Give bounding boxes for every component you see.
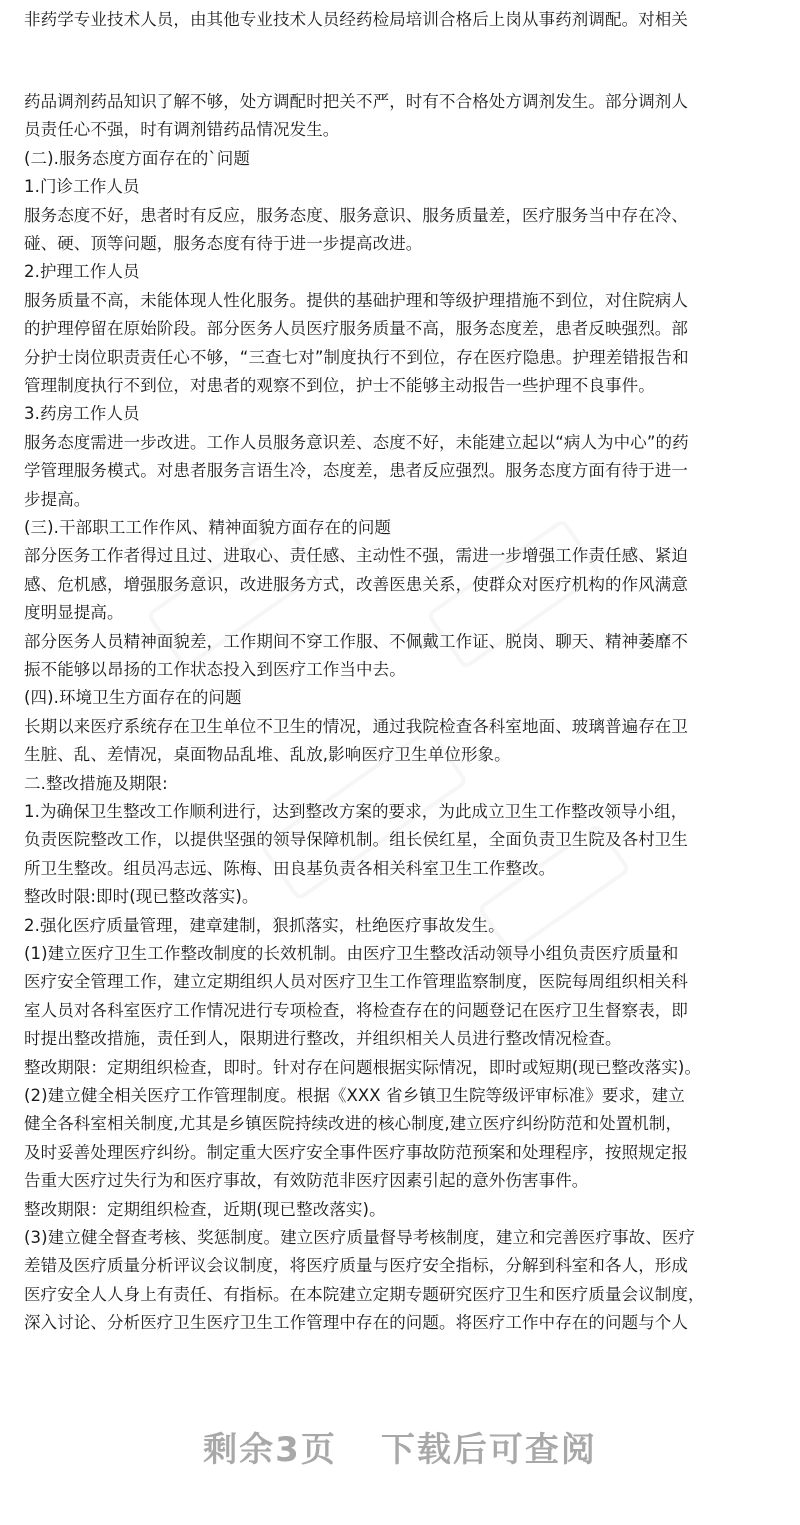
text-line-32: (1)建立医疗卫生工作整改制度的长效机制。由医疗卫生整改活动领导小组负责医疗质量和 bbox=[24, 944, 679, 963]
download-prompt-label: 下载后可查阅 bbox=[380, 1430, 597, 1470]
section-heading-service-attitude: (二).服务态度方面存在的`问题 bbox=[24, 149, 250, 168]
text-line-42: (3)建立健全督查考核、奖惩制度。建立医疗质量督导考核制度，建立和完善医疗事故、医疗 bbox=[24, 1228, 696, 1247]
text-line-2: 药品调剂药品知识了解不够，处方调配时把关不严，时有不合格处方调剂发生。部分调剂人 bbox=[24, 92, 688, 111]
text-line-9: 服务质量不高，未能体现人性化服务。提供的基础护理和等级护理措施不到位，对住院病人 bbox=[24, 291, 688, 310]
text-line-16: 步提高。 bbox=[24, 490, 91, 509]
download-to-read-banner[interactable] bbox=[0, 1418, 800, 1482]
text-line-45: 深入讨论、分析医疗卫生医疗卫生工作管理中存在的问题。将医疗工作中存在的问题与个人 bbox=[24, 1313, 688, 1332]
text-line-14: 服务态度需进一步改进。工作人员服务意识差、态度不好，未能建立起以“病人为中心”的药 bbox=[24, 433, 689, 452]
text-line-28: 负责医院整改工作，以提供坚强的领导保障机制。组长侯红星，全面负责卫生院及各村卫生 bbox=[24, 830, 688, 849]
text-line-31: 2.强化医疗质量管理，建章建制，狠抓落实，杜绝医疗事故发生。 bbox=[24, 916, 505, 935]
text-line-41: 整改期限：定期组织检查，近期(现已整改落实)。 bbox=[24, 1200, 386, 1219]
text-line-19: 感、危机感，增强服务意识，改进服务方式，改善医患关系，使群众对医疗机构的作风满意 bbox=[24, 575, 688, 594]
subheading-pharmacy-staff: 3.药房工作人员 bbox=[24, 404, 140, 423]
text-line-36: 整改期限：定期组织检查，即时。针对存在问题根据实际情况，即时或短期(现已整改落实)。 bbox=[24, 1058, 702, 1077]
text-line-11: 分护士岗位职责责任心不够，“三查七对”制度执行不到位，存在医疗隐患。护理差错报告和 bbox=[24, 348, 689, 367]
text-line-34: 室人员对各科室医疗工作情况进行专项检查，将检查存在的问题登记在医疗卫生督察表，即 bbox=[24, 1001, 688, 1020]
section-heading-work-style: (三).干部职工工作作风、精神面貌方面存在的问题 bbox=[24, 518, 392, 537]
text-line-44: 医疗安全人人身上有责任、有指标。在本院建立定期专题研究医疗卫生和医疗质量会议制度， bbox=[24, 1285, 705, 1304]
text-line-27: 1.为确保卫生整改工作顺利进行，达到整改方案的要求，为此成立卫生工作整改领导小组， bbox=[24, 802, 688, 821]
text-line-7: 碰、硬、顶等问题，服务态度有待于进一步提高改进。 bbox=[24, 234, 423, 253]
text-line-3: 员责任心不强，时有调剂错药品情况发生。 bbox=[24, 120, 340, 139]
remaining-pages-label: 剩余3页 bbox=[203, 1430, 337, 1470]
text-line-6: 服务态度不好，患者时有反应，服务态度、服务意识、服务质量差，医疗服务当中存在冷、 bbox=[24, 206, 688, 225]
text-line-20: 度明显提高。 bbox=[24, 603, 124, 622]
text-line-33: 医疗安全管理工作，建立定期组织人员对医疗卫生工作管理监察制度，医院每周组织相关科 bbox=[24, 972, 688, 991]
text-line-29: 所卫生整改。组员冯志远、陈梅、田良基负责各相关科室卫生工作整改。 bbox=[24, 859, 556, 878]
text-line-38: 健全各科室相关制度,尤其是乡镇医院持续改进的核心制度,建立医疗纠纷防范和处置机制， bbox=[24, 1114, 683, 1133]
section-heading-rectification: 二.整改措施及期限: bbox=[24, 774, 168, 793]
text-line-15: 学管理服务模式。对患者服务言语生冷，态度差，患者反应强烈。服务态度方面有待于进一 bbox=[24, 461, 688, 480]
text-line-40: 告重大医疗过失行为和医疗事故，有效防范非医疗因素引起的意外伤害事件。 bbox=[24, 1171, 589, 1190]
text-line-35: 时提出整改措施，责任到人，限期进行整改，并组织相关人员进行整改情况检查。 bbox=[24, 1029, 622, 1048]
text-line-1: 非药学专业技术人员，由其他专业技术人员经药检局培训合格后上岗从事药剂调配。对相关 bbox=[24, 10, 688, 29]
text-line-12: 管理制度执行不到位，对患者的观察不到位，护士不能够主动报告一些护理不良事件。 bbox=[24, 376, 655, 395]
text-line-18: 部分医务工作者得过且过、进取心、责任感、主动性不强，需进一步增强工作责任感、紧迫 bbox=[24, 546, 688, 565]
text-line-21: 部分医务人员精神面貌差，工作期间不穿工作服、不佩戴工作证、脱岗、聊天、精神萎靡不 bbox=[24, 632, 688, 651]
text-line-10: 的护理停留在原始阶段。部分医务人员医疗服务质量不高，服务态度差，患者反映强烈。部 bbox=[24, 319, 688, 338]
subheading-outpatient-staff: 1.门诊工作人员 bbox=[24, 177, 140, 196]
text-line-22: 振不能够以昂扬的工作状态投入到医疗工作当中去。 bbox=[24, 660, 406, 679]
text-line-37: (2)建立健全相关医疗工作管理制度。根据《XXX 省乡镇卫生院等级评审标准》要求，建立 bbox=[24, 1086, 685, 1105]
text-line-43: 差错及医疗质量分析评议会议制度，将医疗质量与医疗安全指标，分解到科室和各人，形成 bbox=[24, 1256, 688, 1275]
text-line-25: 生脏、乱、差情况，桌面物品乱堆、乱放,影响医疗卫生单位形象。 bbox=[24, 745, 511, 764]
subheading-nursing-staff: 2.护理工作人员 bbox=[24, 262, 140, 281]
text-line-30: 整改时限:即时(现已整改落实)。 bbox=[24, 887, 259, 906]
text-line-24: 长期以来医疗系统存在卫生单位不卫生的情况，通过我院检查各科室地面、玻璃普遍存在卫 bbox=[24, 717, 688, 736]
section-heading-environment: (四).环境卫生方面存在的问题 bbox=[24, 688, 242, 707]
text-line-39: 及时妥善处理医疗纠纷。制定重大医疗安全事件医疗事故防范预案和处理程序，按照规定报 bbox=[24, 1143, 688, 1162]
